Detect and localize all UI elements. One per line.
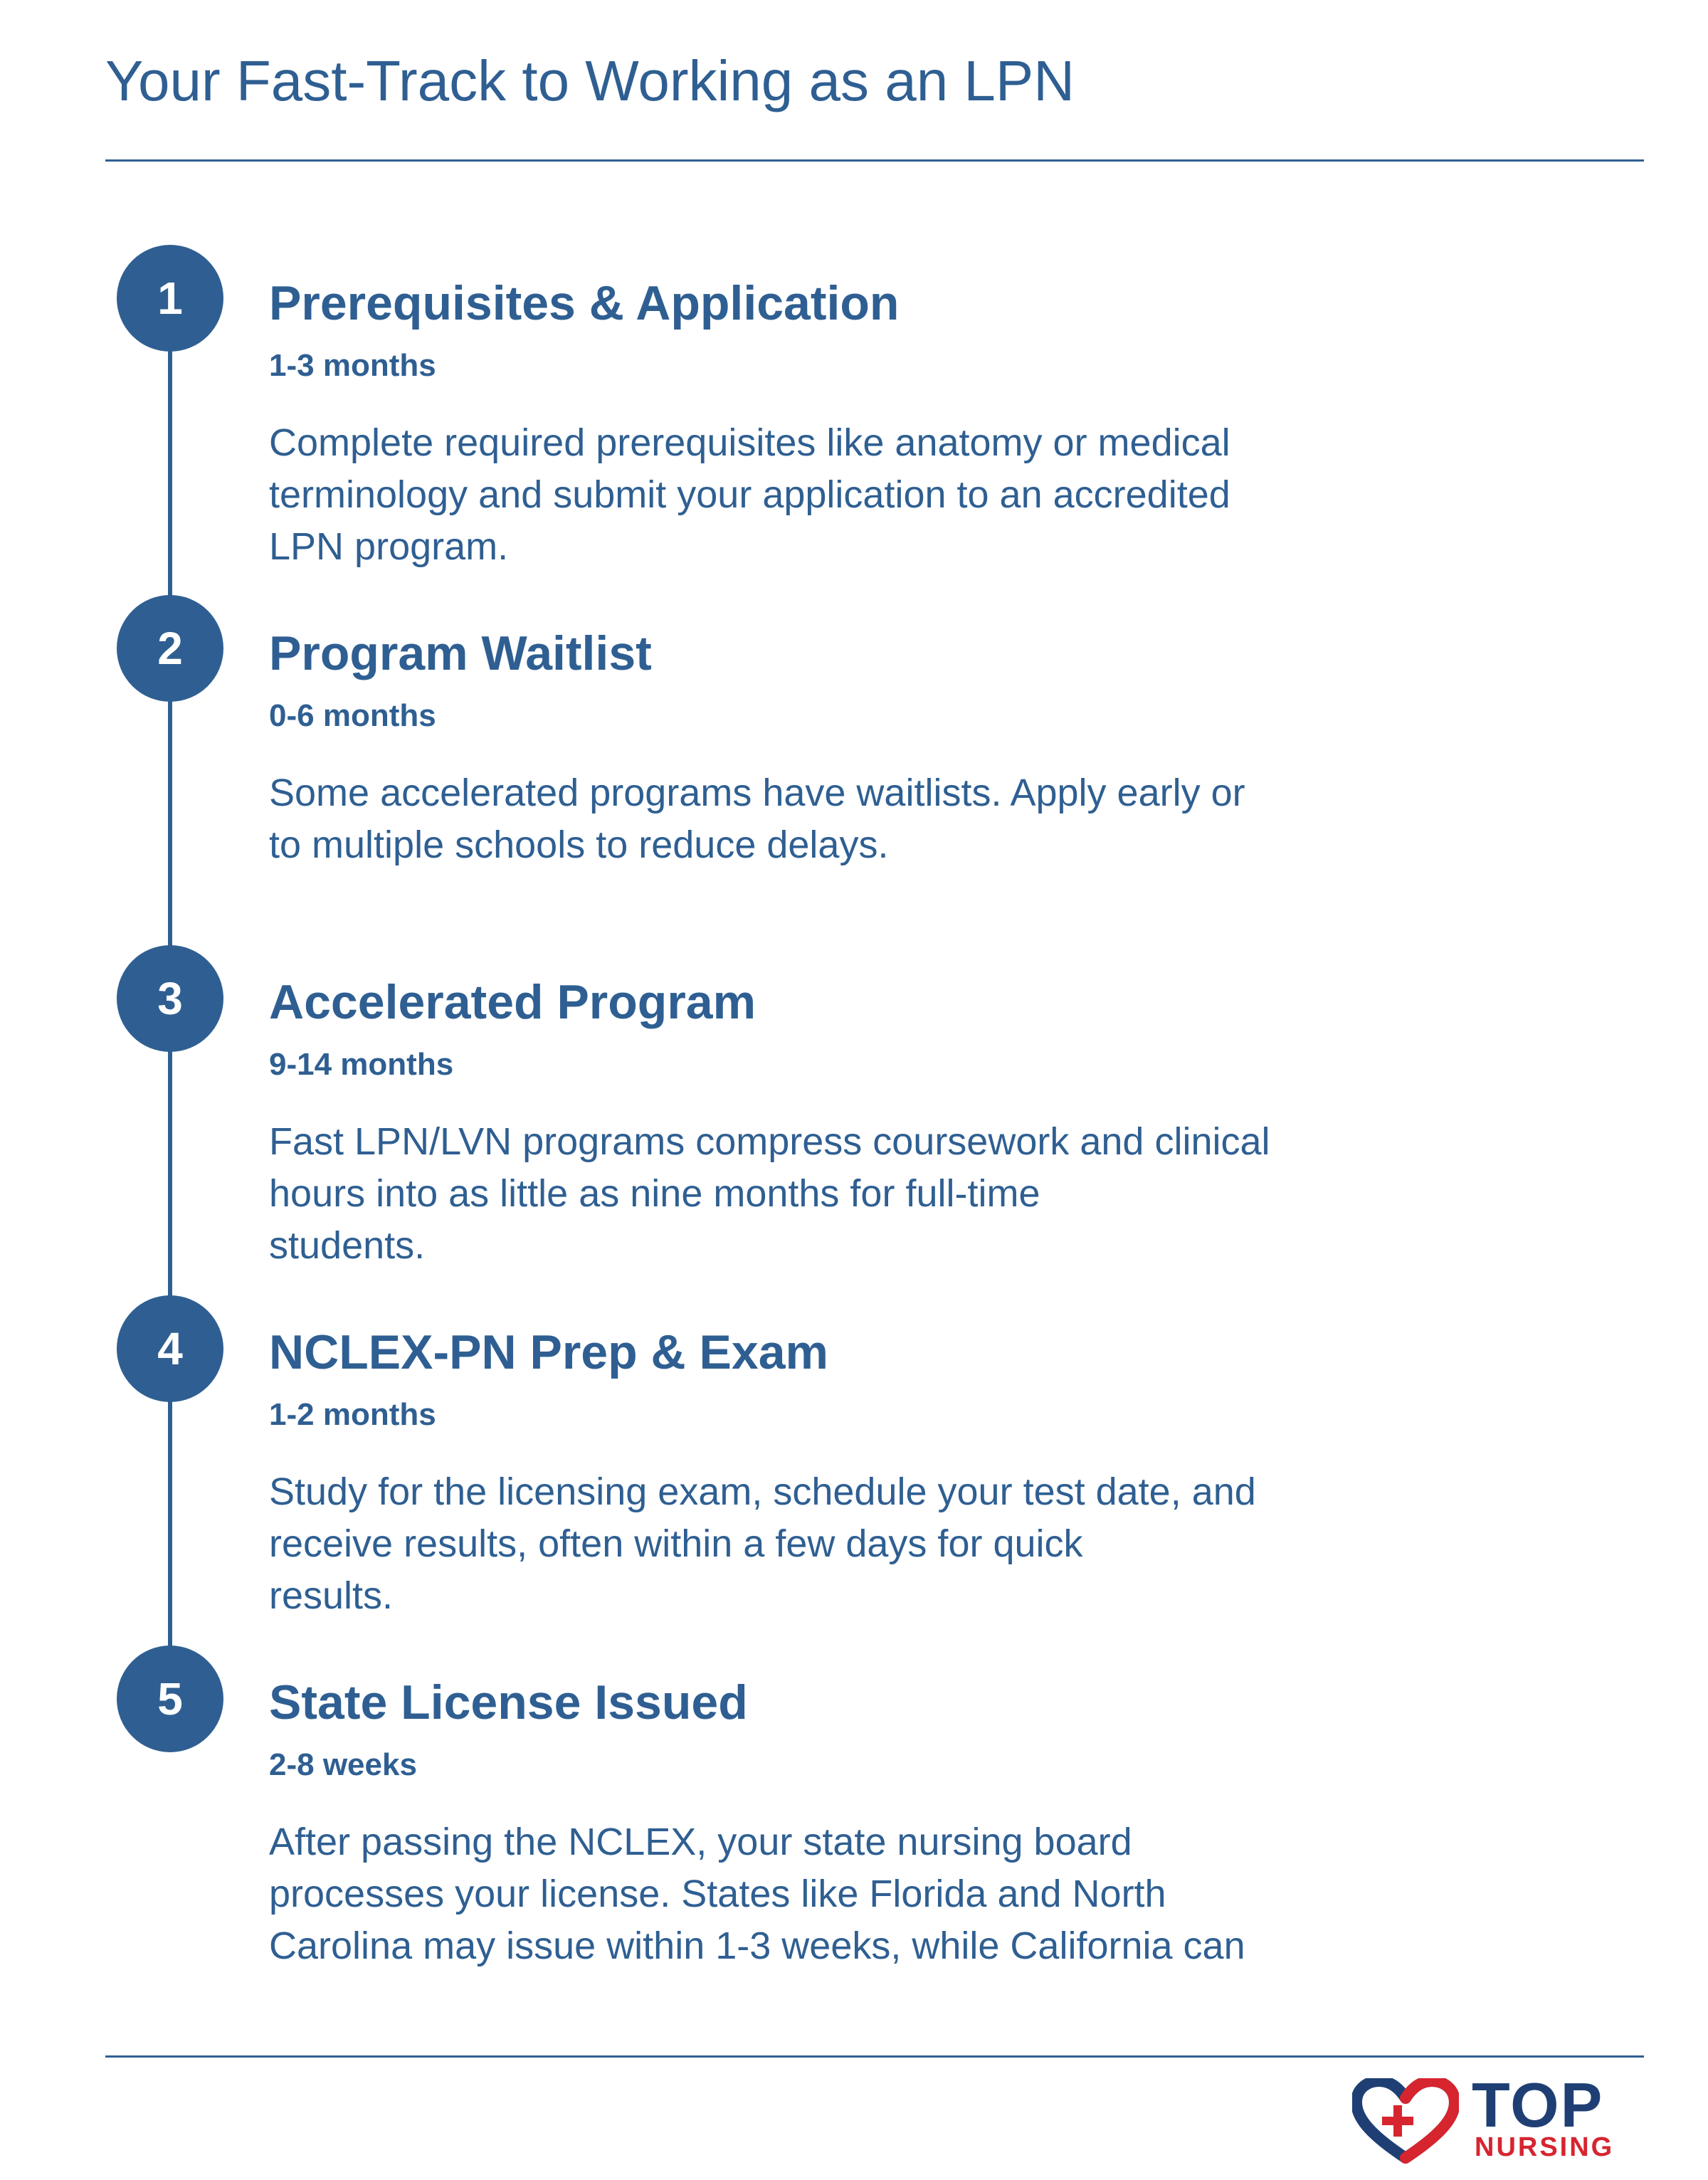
- step-description-line: to multiple schools to reduce delays.: [269, 823, 889, 866]
- step-number-badge: 3: [117, 945, 223, 1052]
- step-description-line: terminology and submit your application to an accredited: [269, 473, 1230, 516]
- step-description-line: Study for the licensing exam, schedule your test date, and: [269, 1470, 1256, 1513]
- step-description-line: Fast LPN/LVN programs compress coursework and clinical: [269, 1120, 1270, 1163]
- step-description-line: students.: [269, 1224, 426, 1267]
- timeline-step: [269, 626, 1379, 871]
- step-title: State License Issued: [269, 1675, 748, 1729]
- step-description-line: LPN program.: [269, 525, 509, 568]
- step-duration: 2-8 weeks: [269, 1747, 417, 1782]
- step-duration: 0-6 months: [269, 698, 436, 733]
- step-duration: 1-2 months: [269, 1397, 436, 1432]
- step-title: Prerequisites & Application: [269, 276, 900, 330]
- timeline-step: [269, 1675, 1379, 1972]
- step-description: [269, 1116, 1379, 1272]
- step-description-line: Some accelerated programs have waitlists. Apply early or: [269, 772, 1245, 814]
- step-title: NCLEX-PN Prep & Exam: [269, 1325, 828, 1379]
- logo-wordmark-nursing: NURSING: [1475, 2132, 1615, 2162]
- footer-divider: [105, 2055, 1644, 2058]
- heart-cross-icon: [1352, 2078, 1459, 2164]
- timeline-step: [269, 1325, 1379, 1622]
- step-description-line: Complete required prerequisites like anatomy or medical: [269, 421, 1230, 464]
- step-number-badge: 5: [117, 1645, 223, 1752]
- step-duration: 1-3 months: [269, 348, 436, 383]
- step-description-line: After passing the NCLEX, your state nursing board: [269, 1821, 1132, 1863]
- logo-wordmark-top: TOP: [1472, 2070, 1604, 2140]
- step-description: [269, 1466, 1379, 1622]
- timeline-step: [269, 975, 1379, 1272]
- step-number-badge: 4: [117, 1295, 223, 1402]
- step-description: [269, 417, 1379, 573]
- step-description: [269, 1816, 1379, 1972]
- step-description-line: receive results, often within a few days for quick: [269, 1522, 1083, 1565]
- timeline-step: [269, 276, 1379, 573]
- step-description-line: processes your license. States like Florida and North: [269, 1873, 1166, 1915]
- step-description: [269, 767, 1379, 871]
- step-title: Accelerated Program: [269, 975, 757, 1029]
- step-title: Program Waitlist: [269, 626, 652, 680]
- step-description-line: hours into as little as nine months for full-time: [269, 1172, 1040, 1215]
- step-duration: 9-14 months: [269, 1047, 454, 1082]
- step-number-badge: 2: [117, 595, 223, 702]
- step-description-line: Carolina may issue within 1-3 weeks, while California can: [269, 1924, 1245, 1967]
- step-number-badge: 1: [117, 245, 223, 352]
- page-title: Your Fast-Track to Working as an LPN: [105, 49, 1075, 112]
- header-divider: [105, 159, 1644, 162]
- top-nursing-logo: [1352, 2070, 1651, 2165]
- step-description-line: results.: [269, 1574, 394, 1617]
